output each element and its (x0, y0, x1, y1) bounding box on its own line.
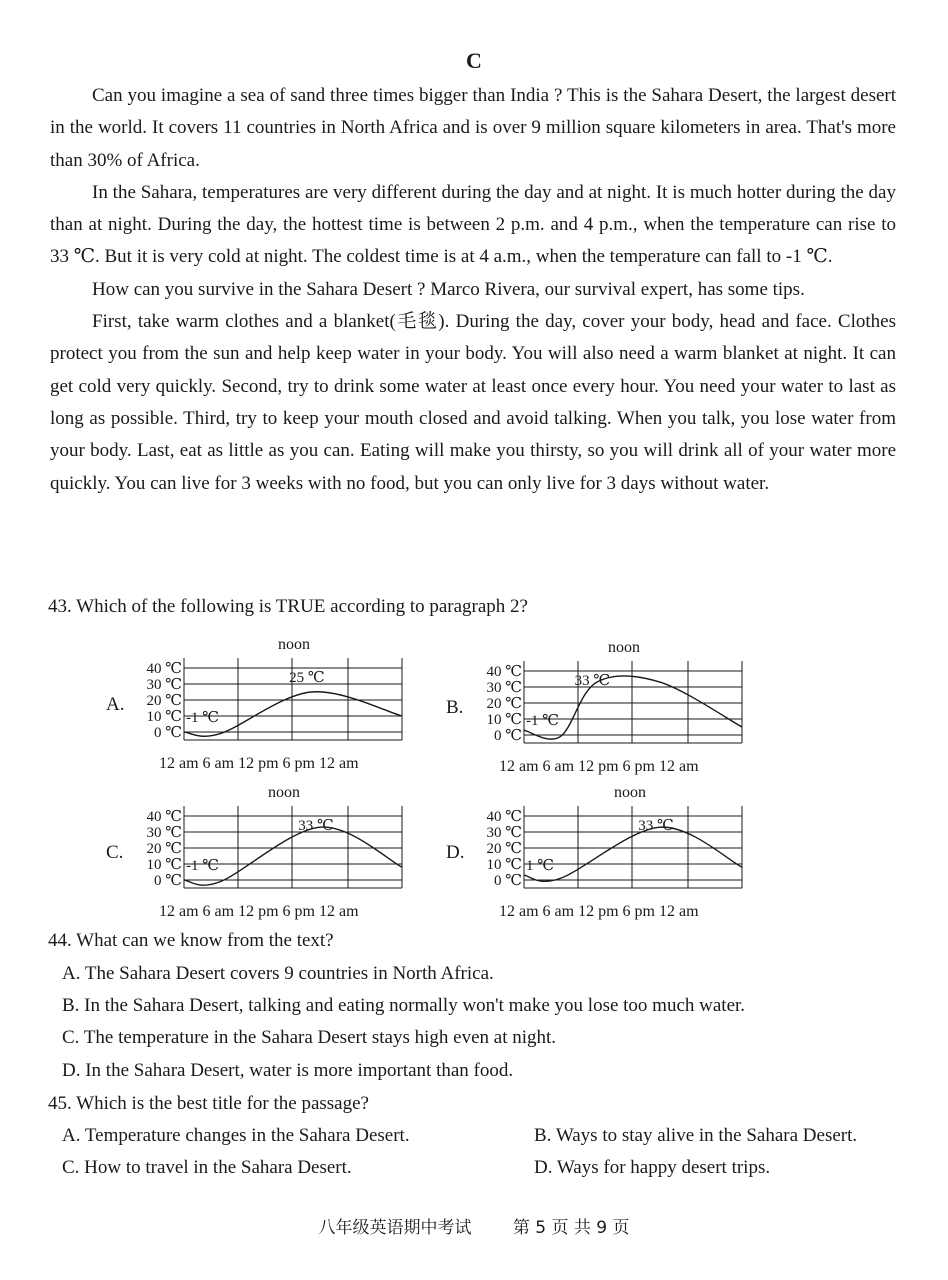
temperature-curve (524, 827, 742, 881)
chart-option-b[interactable] (444, 637, 774, 784)
x-axis-label: 12 am 6 am 12 pm 6 pm 12 am (159, 903, 359, 920)
grid (184, 806, 402, 888)
low-temp-label: -1 ℃ (186, 710, 220, 726)
question-43-stem: 43. Which of the following is TRUE according to paragraph 2? (48, 596, 528, 617)
reading-passage (50, 80, 896, 500)
page-number: 第 5 页 共 9 页 (512, 1218, 630, 1238)
y-tick-label: 30 ℃ (486, 825, 522, 841)
q45-option-c[interactable]: C. How to travel in the Sahara Desert. (62, 1157, 352, 1178)
y-tick-label: 10 ℃ (146, 857, 182, 873)
y-tick-label: 0 ℃ (153, 725, 182, 741)
noon-label: noon (608, 639, 640, 656)
chart-option-c[interactable] (104, 782, 434, 929)
y-tick-label: 20 ℃ (146, 693, 182, 709)
noon-label: noon (614, 784, 646, 801)
y-tick-labels (146, 809, 182, 889)
y-tick-label: 0 ℃ (493, 873, 522, 889)
high-temp-label: 33 ℃ (298, 818, 334, 834)
option-letter: D. (446, 842, 465, 863)
option-letter: A. (106, 694, 125, 715)
y-tick-labels (486, 809, 522, 889)
x-axis-label: 12 am 6 am 12 pm 6 pm 12 am (159, 755, 359, 772)
x-axis-label: 12 am 6 am 12 pm 6 pm 12 am (499, 903, 699, 920)
grid (524, 661, 742, 743)
y-tick-label: 30 ℃ (146, 677, 182, 693)
option-letter: B. (446, 697, 464, 718)
low-temp-label: 1 ℃ (526, 858, 555, 874)
y-tick-label: 0 ℃ (153, 873, 182, 889)
chart-svg-d (444, 782, 774, 924)
paragraph-4: First, take warm clothes and a blanket(毛毯). During the day, cover your body, head and face. Clothes protect you from the sun and help keep water in your body. You will also need a warm blanket at night. It can get cold very quickly. Second, try to drink some water at least once every hour. You need your water to last as long as possible. Third, try to keep your mouth closed and avoid talking. When you talk, you lose water from your body. Last, eat as little as you can. Eating will make you thirsty, so you will drink all of your water more quickly. You can live for 3 weeks with no food, but you can only live for 3 days without water. (50, 311, 896, 494)
q44-option-b[interactable]: B. In the Sahara Desert, talking and eating normally won't make you lose too much water. (62, 995, 746, 1016)
x-axis-label: 12 am 6 am 12 pm 6 pm 12 am (499, 758, 699, 775)
paragraph-1: Can you imagine a sea of sand three times bigger than India ? This is the Sahara Desert, the largest desert in the world. It covers 11 countries in North Africa and is over 9 million square kilometers in area. That's more than 30% of Africa. (50, 85, 896, 171)
grid (524, 806, 742, 888)
low-temp-label: -1 ℃ (186, 858, 220, 874)
y-tick-label: 40 ℃ (146, 661, 182, 677)
y-tick-label: 20 ℃ (486, 841, 522, 857)
option-letter: C. (106, 842, 124, 863)
page-footer (0, 1213, 948, 1238)
y-tick-label: 40 ℃ (486, 664, 522, 680)
q45-option-b[interactable]: B. Ways to stay alive in the Sahara Desert. (534, 1125, 858, 1146)
exam-title: 八年级英语期中考试 (318, 1218, 472, 1238)
q45-option-a[interactable]: A. Temperature changes in the Sahara Desert. (62, 1125, 410, 1146)
q45-option-d[interactable]: D. Ways for happy desert trips. (534, 1157, 771, 1178)
chart-option-a[interactable] (104, 634, 434, 781)
paragraph-3: How can you survive in the Sahara Desert ? Marco Rivera, our survival expert, has some tips. (92, 278, 805, 300)
y-tick-labels (486, 664, 522, 744)
y-tick-label: 20 ℃ (486, 696, 522, 712)
chart-option-d[interactable] (444, 782, 774, 929)
y-tick-label: 10 ℃ (486, 857, 522, 873)
question-44-stem: 44. What can we know from the text? (48, 930, 334, 951)
noon-label: noon (268, 784, 300, 801)
noon-label: noon (278, 636, 310, 653)
chart-svg-a (104, 634, 434, 776)
chart-svg-b (444, 637, 774, 779)
y-tick-label: 0 ℃ (493, 728, 522, 744)
high-temp-label: 33 ℃ (638, 818, 674, 834)
y-tick-label: 30 ℃ (486, 680, 522, 696)
y-tick-label: 40 ℃ (146, 809, 182, 825)
y-tick-label: 40 ℃ (486, 809, 522, 825)
y-tick-label: 10 ℃ (146, 709, 182, 725)
section-letter: C (466, 48, 482, 73)
q44-option-c[interactable]: C. The temperature in the Sahara Desert stays high even at night. (62, 1027, 557, 1048)
high-temp-label: 33 ℃ (574, 673, 611, 689)
question-45-stem: 45. Which is the best title for the passage? (48, 1093, 369, 1114)
low-temp-label: -1 ℃ (526, 713, 560, 729)
y-tick-label: 20 ℃ (146, 841, 182, 857)
paragraph-2: In the Sahara, temperatures are very different during the day and at night. It is much hotter during the day than at night. During the day, the hottest time is between 2 p.m. and 4 p.m., when the temperature can rise to 33 ℃. But it is very cold at night. The coldest time is at 4 a.m., when the temperature can fall to -1 ℃. (50, 181, 896, 268)
q44-option-a[interactable]: A. The Sahara Desert covers 9 countries in North Africa. (62, 963, 494, 984)
q44-option-d[interactable]: D. In the Sahara Desert, water is more important than food. (62, 1060, 514, 1081)
chart-svg-c (104, 782, 434, 924)
temperature-curve (524, 676, 742, 739)
y-tick-label: 30 ℃ (146, 825, 182, 841)
y-tick-label: 10 ℃ (486, 712, 522, 728)
y-tick-labels (146, 661, 182, 741)
high-temp-label: 25 ℃ (289, 670, 325, 686)
temperature-curve (184, 827, 402, 885)
